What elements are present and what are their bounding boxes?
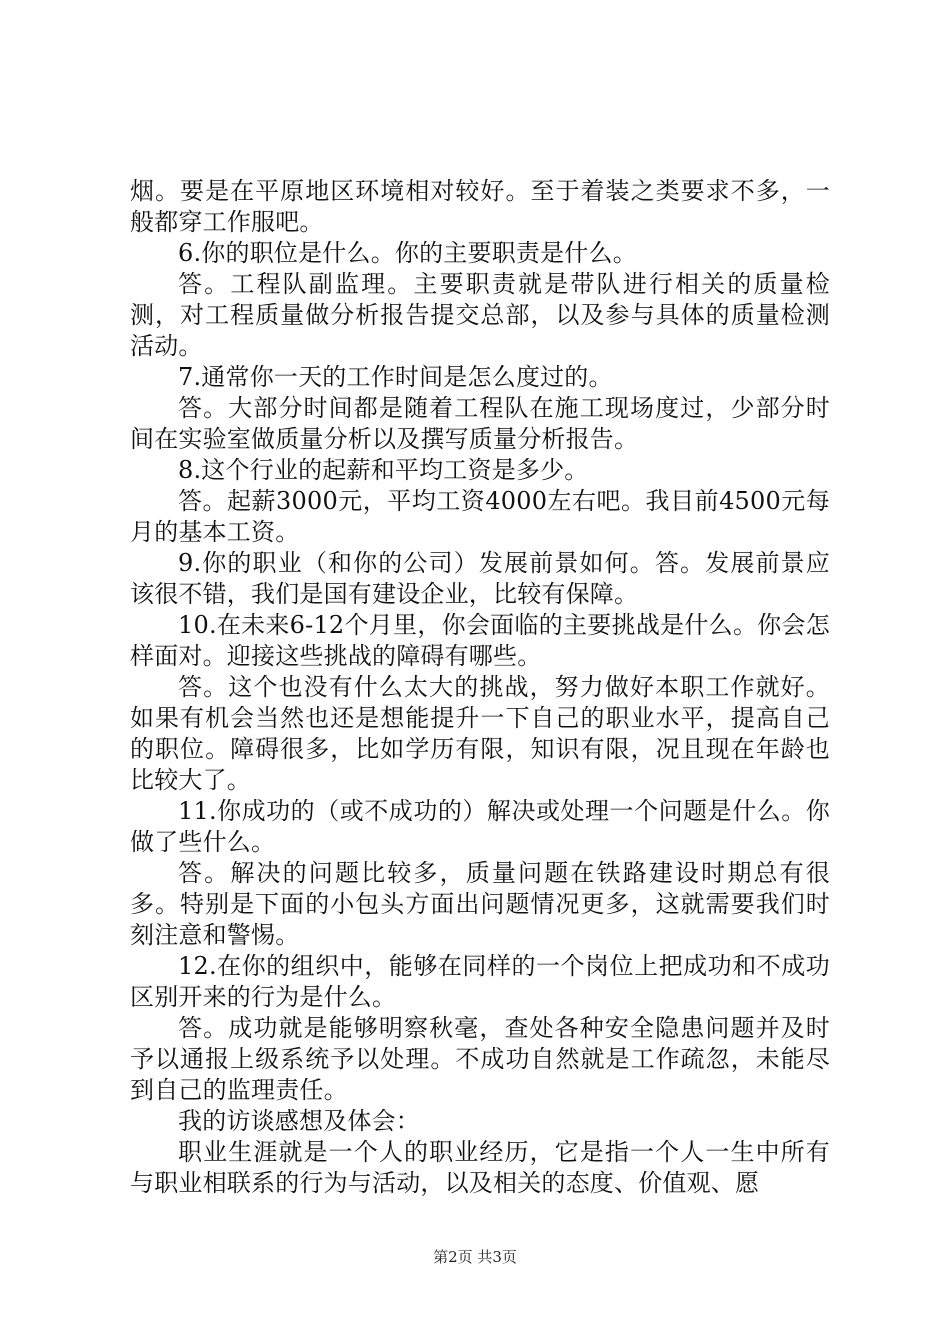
reflection-paragraph: 职业生涯就是一个人的职业经历，它是指一个人一生中所有与职业相联系的行为与活动，以及相关的态度、价值观、愿	[130, 1138, 830, 1197]
answer-12: 答。成功就是能够明察秋毫，查处各种安全隐患问题并及时予以通报上级系统予以处理。不成功自然就是工作疏忽，未能尽到自己的监理责任。	[130, 1014, 830, 1104]
question-8: 8.这个行业的起薪和平均工资是多少。	[178, 456, 589, 484]
question-12: 12.在你的组织中，能够在同样的一个岗位上把成功和不成功区别开来的行为是什么。	[130, 952, 830, 1011]
section-heading: 我的访谈感想及体会：	[178, 1107, 420, 1135]
page-number-footer: 第2页 共3页	[433, 1248, 517, 1266]
document-body	[130, 176, 830, 1199]
answer-8: 答。起薪3000元，平均工资4000左右吧。我目前4500元每月的基本工资。	[130, 487, 830, 546]
question-11: 11.你成功的（或不成功的）解决或处理一个问题是什么。你做了些什么。	[130, 797, 830, 856]
question-answer-9: 9.你的职业（和你的公司）发展前景如何。答。发展前景应该很不错，我们是国有建设企业，比较有保障。	[130, 549, 830, 608]
question-7: 7.通常你一天的工作时间是怎么度过的。	[178, 363, 613, 391]
paragraph-1: 烟。要是在平原地区环境相对较好。至于着装之类要求不多，一般都穿工作服吧。	[130, 177, 830, 236]
answer-11: 答。解决的问题比较多，质量问题在铁路建设时期总有很多。特别是下面的小包头方面出问题情况更多，这就需要我们时刻注意和警惕。	[130, 859, 830, 949]
answer-10: 答。这个也没有什么太大的挑战，努力做好本职工作就好。如果有机会当然也还是想能提升一下自己的职业水平，提高自己的职位。障碍很多，比如学历有限，知识有限，况且现在年龄也比较大了。	[130, 673, 830, 794]
question-6: 6.你的职位是什么。你的主要职责是什么。	[178, 239, 637, 267]
question-10: 10.在未来6-12个月里，你会面临的主要挑战是什么。你会怎样面对。迎接这些挑战的障碍有哪些。	[130, 611, 830, 670]
answer-7: 答。大部分时间都是随着工程队在施工现场度过，少部分时间在实验室做质量分析以及撰写质量分析报告。	[130, 394, 830, 453]
answer-6: 答。工程队副监理。主要职责就是带队进行相关的质量检测，对工程质量做分析报告提交总部，以及参与具体的质量检测活动。	[130, 270, 830, 360]
